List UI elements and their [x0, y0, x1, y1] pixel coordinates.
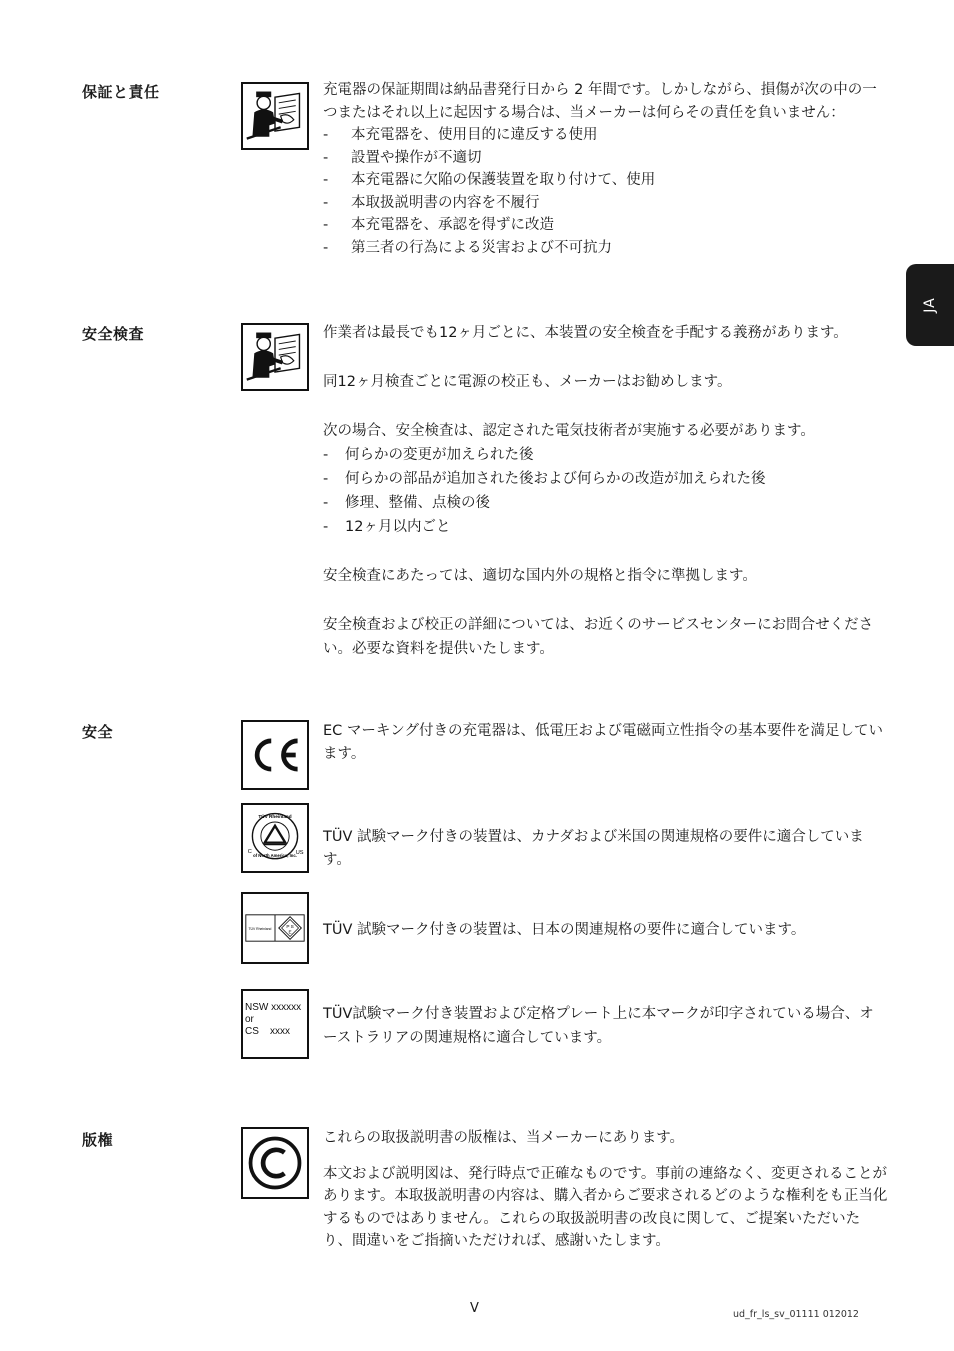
worker-reading-manual-icon — [241, 323, 309, 391]
warranty-intro: 充電器の保証期間は納品書発行日から 2 年間です。しかしながら、損傷が次の中の一つまたはそれ以上に起因する場合は、当メーカーは何らその責任を負いません： — [323, 82, 877, 121]
nsw-label-line-2: or — [245, 1014, 254, 1025]
list-item: - 何らかの変更が加えられた後 — [323, 443, 888, 467]
nsw-description: TÜV試験マーク付き装置および定格プレート上に本マークが印字されている場合、オーストラリアの関連規格に適合しています。 — [323, 1006, 874, 1046]
tuv-north-america-description: TÜV 試験マーク付きの装置は、カナダおよび米国の関連規格の要件に適合しています。 — [323, 829, 864, 868]
inspection-conditions-list — [323, 443, 888, 539]
document-code: ud_fr_ls_sv_01111 012012 — [733, 1309, 859, 1320]
inspection-body — [323, 321, 888, 661]
copyright-paragraph-2: 本文および説明図は、発行時点で正確なものです。事前の連絡なく、変更されることがあります。本取扱説明書の内容は、購入者からご要求されるどのような権利をも正当化するものではありません。これらの取扱説明書の改良に関して、ご提案いただいたり、間違いをご指摘いただければ、感謝いたします。 — [323, 1165, 888, 1249]
language-tab-label: JA — [922, 297, 938, 313]
language-tab — [906, 264, 954, 346]
copyright-paragraph-1: これらの取扱説明書の版権は、当メーカーにあります。 — [323, 1130, 685, 1146]
warranty-heading: 保証と責任 — [82, 83, 160, 101]
safety-heading: 安全 — [82, 723, 114, 741]
inspection-heading: 安全検査 — [82, 325, 145, 343]
copyright-body — [323, 1127, 888, 1253]
nsw-label-line-1: NSW xxxxxx — [245, 1002, 302, 1013]
copyright-icon — [241, 1127, 309, 1199]
inspection-paragraph-2: 同12ヶ月検査ごとに電源の校正も、メーカーはお勧めします。 — [323, 374, 732, 390]
tuv-japan-description: TÜV 試験マーク付きの装置は、日本の関連規格の要件に適合しています。 — [323, 922, 806, 938]
nsw-label-line-3: CS xxxx — [245, 1026, 291, 1037]
ce-mark-icon — [241, 720, 309, 790]
list-item: - 12ヶ月以内ごと — [323, 515, 888, 539]
warranty-exclusion-list — [323, 124, 888, 259]
tuv-japan-pse-mark-icon — [241, 892, 309, 964]
list-item: - 設置や操作が不適切 — [323, 147, 888, 170]
tuv-jp-logo-diamond-bottom: E — [288, 929, 292, 935]
list-item: - 第三者の行為による災害および不可抗力 — [323, 237, 888, 260]
page-number: V — [470, 1301, 479, 1316]
list-item: - 修理、整備、点検の後 — [323, 491, 888, 515]
nsw-approval-label — [241, 989, 309, 1059]
list-item: - 本充電器を、承認を得ずに改造 — [323, 214, 888, 237]
inspection-paragraph-3: 次の場合、安全検査は、認定された電気技術者が実施する必要があります。 — [323, 423, 815, 439]
tuv-na-logo-right: US — [295, 850, 304, 856]
list-item: - 何らかの部品が追加された後および何らかの改造が加えられた後 — [323, 467, 888, 491]
list-item: - 本充電器に欠陥の保護装置を取り付けて、使用 — [323, 169, 888, 192]
tuv-na-logo-top: TÜV Rheinland — [258, 814, 292, 820]
tuv-na-logo-left: C — [247, 849, 252, 856]
worker-reading-manual-icon — [241, 82, 309, 150]
tuv-north-america-mark-icon — [241, 803, 309, 873]
tuv-jp-logo-left: TÜV Rheinland — [248, 926, 272, 931]
tuv-na-logo-bottom: of North America, Inc. — [253, 852, 297, 858]
list-item: - 本充電器を、使用目的に違反する使用 — [323, 124, 888, 147]
list-item: - 本取扱説明書の内容を不履行 — [323, 192, 888, 215]
inspection-paragraph-1: 作業者は最長でも12ヶ月ごとに、本装置の安全検査を手配する義務があります。 — [323, 325, 848, 341]
ce-description: EC マーキング付きの充電器は、低電圧および電磁両立性指令の基本要件を満足しています。 — [323, 723, 883, 762]
inspection-paragraph-5: 安全検査および校正の詳細については、お近くのサービスセンターにお問合せください。必要な資料を提供いたします。 — [323, 617, 874, 657]
inspection-paragraph-4: 安全検査にあたっては、適切な国内外の規格と指令に準拠します。 — [323, 568, 757, 584]
warranty-body — [323, 79, 888, 259]
tuv-jp-logo-diamond-top: P S — [286, 924, 294, 929]
copyright-heading: 版権 — [82, 1131, 114, 1149]
